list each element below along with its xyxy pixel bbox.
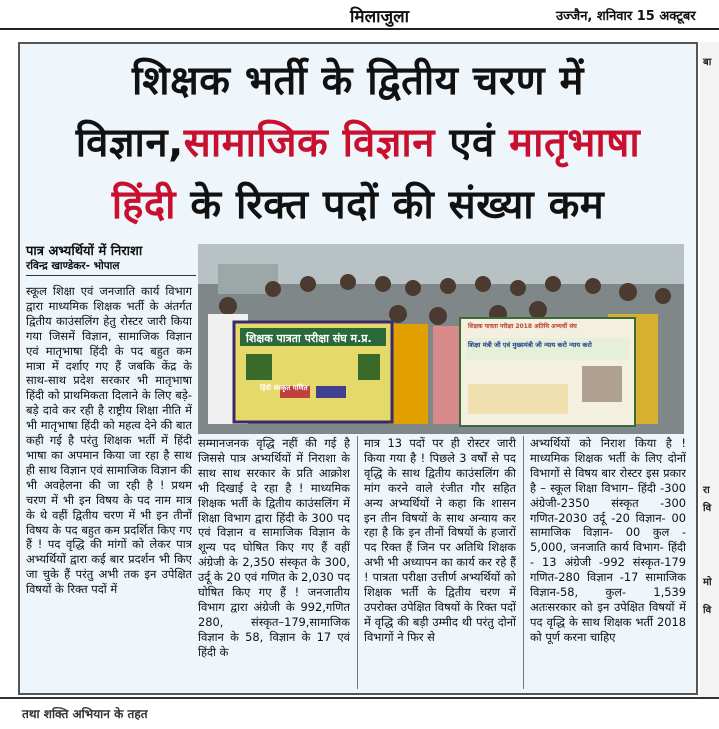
article-column-1: स्कूल शिक्षा एवं जनजाति कार्य विभाग द्वारा माध्यमिक शिक्षक भर्ती के अंतर्गत द्वितीय काउंसलिंग हेतु रोस्टर जारी किया गया जिसमें विज्ञान, सामाजिक विज्ञान एवं मातृभाषा हिंदी के पद बहुत कम मात्रा में दर्शाए गए हैं जबकि केंद्र के साथ-साथ प्रदेश सरकार भी मातृभाषा हिंदी को प्राथमिकता दिलाने के लिए बड़े-बड़े दावे कर रही है राष्ट्रीय शिक्षा नीति में भी मातृभाषा हिंदी को महत्व देने की बात कही गई है परंतु शिक्षक भर्ती में हिंदी भाषा का अपमान किया जा रहा है साथ ही साथ विज्ञान एवं सामाजिक विज्ञान की भी अवहेलना की जा रही है ! प्रथम चरण में भी इन विषय के पद नाम मात्र के थे वहीं द्वितीय चरण में भी इन तीनों विषय के पद बहुत कम प्रदर्शित किए गए हैं ! पद वृद्धि की मांगों को लेकर पात्र अभ्यर्थियों द्वारा कई बार प्रदर्शन भी किए जा चुके हैं परंतु अभी तक इन उपेक्षित विषयों के रिक्त पदों में xyxy=(26,284,192,597)
adjacent-text-fragment: रा xyxy=(703,485,710,496)
headline-line-2 xyxy=(20,112,696,174)
adjacent-text-fragment: मो xyxy=(703,577,712,588)
adjacent-text-fragment: वि xyxy=(703,605,712,616)
column-divider xyxy=(357,436,358,689)
adjacent-article-strip xyxy=(700,42,719,722)
kicker: पात्र अभ्यर्थियों में निराशा xyxy=(26,244,143,259)
headline-text: विज्ञान, xyxy=(75,120,184,166)
next-headline: तथा शक्ति अभियान के तहत xyxy=(22,707,148,721)
author: रविन्द्र खाण्डेकर- भोपाल xyxy=(26,260,196,276)
adjacent-text-fragment: बा xyxy=(703,57,712,68)
headline-highlight: मातृभाषा xyxy=(509,120,641,166)
headline xyxy=(20,50,696,236)
protest-photo xyxy=(198,244,684,434)
news-article xyxy=(18,42,698,695)
headline-text: एवं xyxy=(434,120,510,166)
headline-text: के रिक्त पदों की संख्या कम xyxy=(175,182,605,228)
article-column-2: सम्मानजनक वृद्धि नहीं की गई है जिससे पात्र अभ्यर्थियों में निराशा के साथ साथ सरकार के प्रति आक्रोश भी दिखाई दे रहा है ! माध्यमिक शिक्षक भर्ती के द्वितीय काउंसलिंग में शिक्षा विभाग द्वारा हिंदी के 300 पद एवं विज्ञान व सामाजिक विज्ञान के शून्य पद घोषित किए गए हैं वहीं अंग्रेजी के 2,350 संस्कृत के 300, उर्दू के 20 एवं गणित के 2,030 पद घोषित किए गए हैं ! जनजातीय विभाग द्वारा अंग्रेजी के 992,गणित 280, संस्कृत–179,सामाजिक विज्ञान के 58, विज्ञान के 17 एवं हिंदी के xyxy=(198,436,350,659)
article-column-3: मात्र 13 पदों पर ही रोस्टर जारी किया गया है ! पिछले 3 वर्षों से पद वृद्धि के साथ द्वितीय काउंसलिंग की मांग करने वाले रंजीत गौर सहित अन्य अभ्यर्थियों ने कहा कि शासन इन तीन विषयों के साथ अन्याय कर रहा है कि इन तीनों विषयों के हजारों पद रिक्त हैं जिन पर अतिथि शिक्षक अभी भी अध्यापन का कार्य कर रहे हैं ! पात्रता परीक्षा उत्तीर्ण अभ्यर्थियों को शिक्षक भर्ती के द्वितीय चरण में उपरोक्त उपेक्षित विषयों के रिक्त पदों में वृद्धि की बड़ी उम्मीद थी परंतु दोनों विभागों ने फिर से xyxy=(364,436,516,644)
headline-highlight: सामाजिक विज्ञान xyxy=(183,120,435,166)
banner-left-title: शिक्षक पात्रता परीक्षा संघ म.प्र. xyxy=(246,332,372,345)
section-name: मिलाजुला xyxy=(350,7,410,27)
banner-right-title: शिक्षक पात्रता परीक्षा 2018 अतिथि अभ्यर्थी संघ xyxy=(468,323,577,330)
masthead xyxy=(0,0,719,30)
headline-text: शिक्षक भर्ती के द्वितीय चरण में xyxy=(132,58,584,104)
article-column-4: अभ्यर्थियों को निराश किया है ! माध्यमिक शिक्षक भर्ती के लिए दोनों विभागों से विषय बार रोस्टर इस प्रकार है – स्कूल शिक्षा विभाग– हिंदी -300 अंग्रेजी-2350 संस्कृत -300 गणित-2030 उर्दू -20 विज्ञान- 00 सामाजिक विज्ञान- 00 कुल - 5,000, जनजाति कार्य विभाग- हिंदी - 13 अंग्रेजी -992 संस्कृत-179 गणित-280 विज्ञान -17 सामाजिक विज्ञान-58, कुल- 1,539 अतःसरकार को इन उपेक्षित विषयों में पद वृद्धि के साथ शिक्षक भर्ती 2018 को पूर्ण करना चाहिए xyxy=(530,436,686,644)
adjacent-text-fragment: वि xyxy=(703,503,712,514)
banner-right-slogan: शिक्षा मंत्री जी एवं मुख्यमंत्री जी न्याय करो न्याय करो xyxy=(468,341,592,349)
next-article-preview xyxy=(0,697,719,729)
headline-highlight: हिंदी xyxy=(111,182,176,228)
byline xyxy=(26,244,196,276)
dateline: उज्जैन, शनिवार 15 अक्टूबर xyxy=(556,9,696,24)
column-divider xyxy=(523,436,524,689)
banner-left-subjects: हिंदी संस्कृत गणित xyxy=(260,384,308,392)
headline-line-1 xyxy=(20,50,696,112)
headline-line-3 xyxy=(20,174,696,236)
